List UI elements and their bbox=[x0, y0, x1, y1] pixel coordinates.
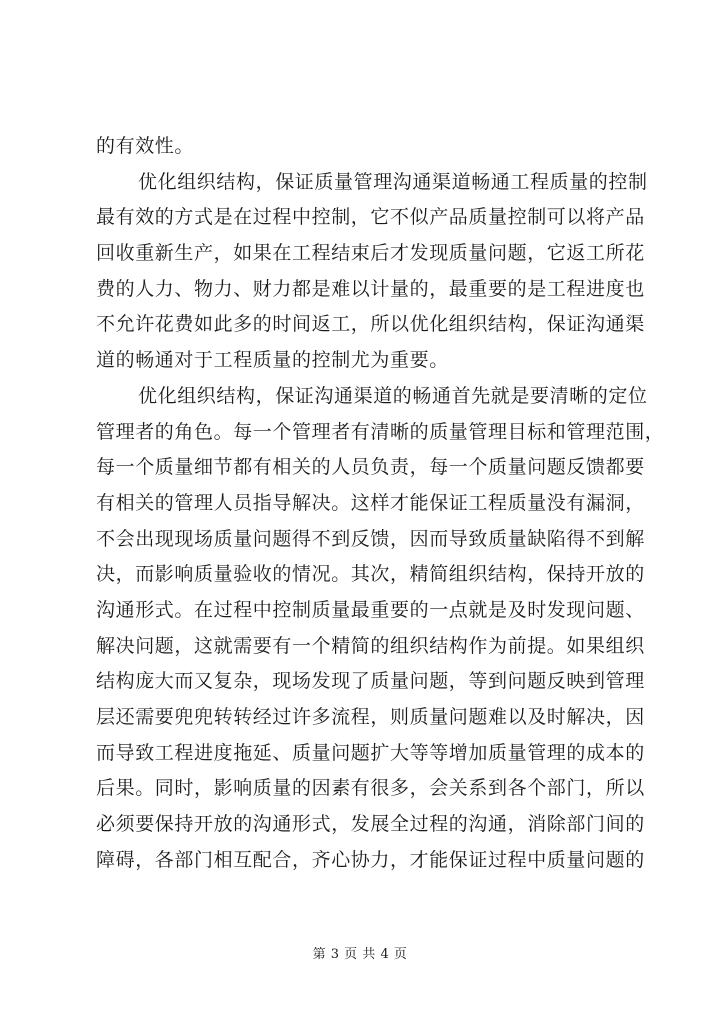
text-line: 层还需要兜兜转转经过许多流程，则质量问题难以及时解决，因 bbox=[96, 706, 645, 728]
page-number-footer: 第 3 页 共 4 页 bbox=[312, 947, 408, 962]
text-line: 结构庞大而又复杂，现场发现了质量问题，等到问题反映到管理 bbox=[96, 670, 645, 693]
paragraph-start-line: 优化组织结构，保证沟通渠道的畅通首先就是要清晰的定位 bbox=[138, 384, 648, 407]
paragraph-start-line: 优化组织结构，保证质量管理沟通渠道畅通工程质量的控制 bbox=[138, 170, 648, 193]
text-line: 每一个质量细节都有相关的人员负责，每一个质量问题反馈都要 bbox=[96, 456, 645, 479]
body-text bbox=[96, 129, 665, 878]
text-line: 障碍，各部门相互配合，齐心协力，才能保证过程中质量问题的 bbox=[96, 848, 645, 871]
text-line: 管理者的角色。每一个管理者有清晰的质量管理目标和管理范围， bbox=[96, 420, 665, 443]
text-line: 决，而影响质量验收的情况。其次，精简组织结构，保持开放的 bbox=[96, 563, 645, 586]
text-line: 道的畅通对于工程质量的控制尤为重要。 bbox=[96, 349, 449, 372]
text-line: 回收重新生产，如果在工程结束后才发现质量问题，它返工所花 bbox=[96, 242, 645, 265]
text-line: 的有效性。 bbox=[96, 135, 195, 157]
text-line: 解决问题，这就需要有一个精简的组织结构作为前提。如果组织 bbox=[96, 634, 645, 657]
text-line: 不会出现现场质量问题得不到反馈，因而导致质量缺陷得不到解 bbox=[96, 527, 645, 550]
text-line: 最有效的方式是在过程中控制，它不似产品质量控制可以将产品 bbox=[96, 206, 645, 229]
text-line: 不允许花费如此多的时间返工，所以优化组织结构，保证沟通渠 bbox=[96, 313, 645, 336]
text-line: 费的人力、物力、财力都是难以计量的，最重要的是工程进度也 bbox=[96, 277, 645, 300]
text-line: 而导致工程进度拖延、质量问题扩大等等增加质量管理的成本的 bbox=[96, 741, 645, 764]
text-line: 后果。同时，影响质量的因素有很多，会关系到各个部门，所以 bbox=[96, 777, 645, 800]
text-line: 必须要保持开放的沟通形式，发展全过程的沟通，消除部门间的 bbox=[96, 813, 645, 836]
text-line: 沟通形式。在过程中控制质量最重要的一点就是及时发现问题、 bbox=[96, 598, 645, 621]
text-line: 有相关的管理人员指导解决。这样才能保证工程质量没有漏洞， bbox=[96, 491, 645, 514]
